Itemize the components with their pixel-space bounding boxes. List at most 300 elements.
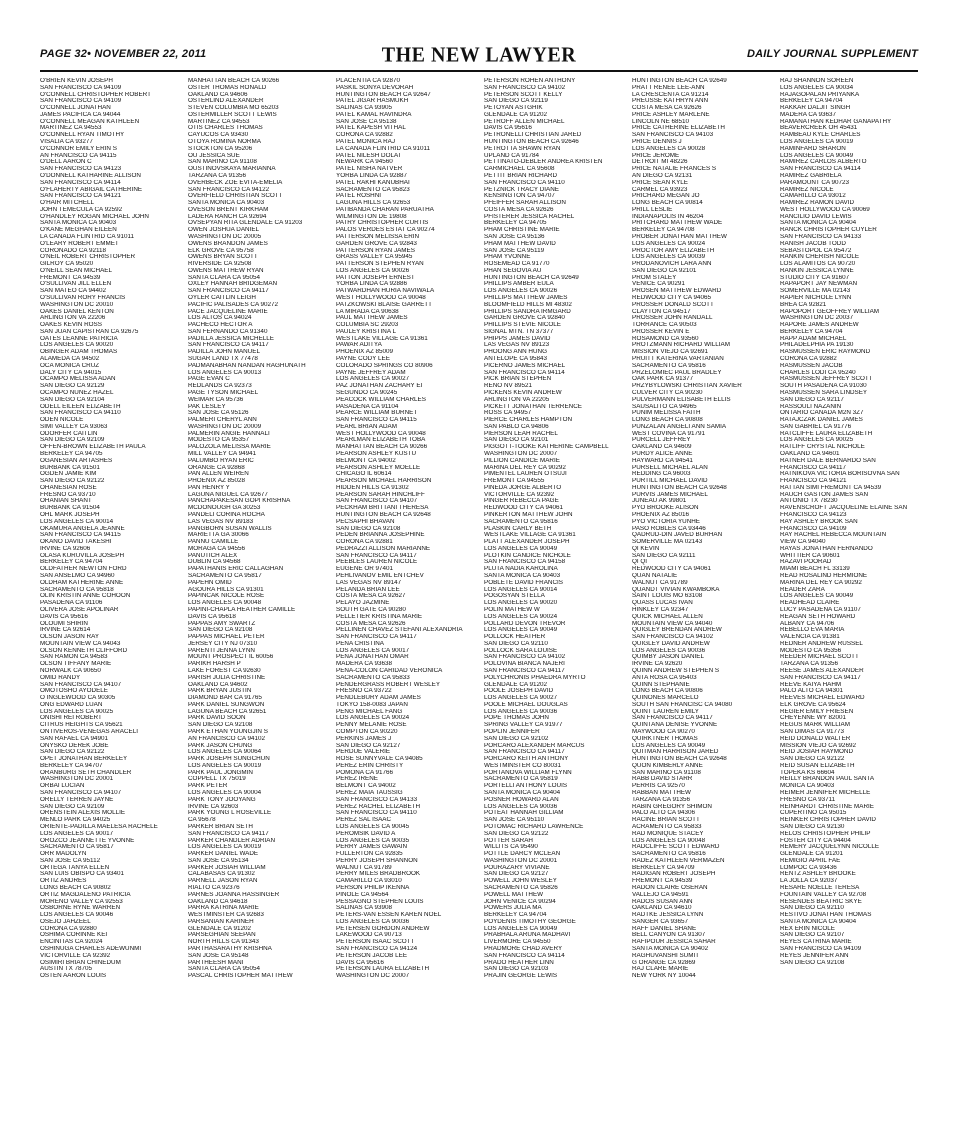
attorney-entry xyxy=(336,207,476,221)
entry-name: RAMIREZ CARLOS ALBERTO xyxy=(780,159,867,166)
entry-address: HUNTINGTON BEACH CA 92648 xyxy=(336,512,431,518)
entry-address: SACRAMENTO CA 95816 xyxy=(632,362,706,369)
entry-name: PHOONG ANN HUNG xyxy=(484,349,547,356)
entry-address: GLENDALE CA 91202 xyxy=(188,925,252,932)
entry-address: LA JOLLA CA 92037 xyxy=(780,878,838,885)
attorney-entry xyxy=(780,471,920,485)
attorney-entry xyxy=(188,295,328,309)
attorney-entry xyxy=(484,729,624,743)
entry-name: PFISTERER JESSICA RACHEL xyxy=(484,213,575,220)
entry-name: OYLER CAITLIN LEIGH xyxy=(188,295,256,301)
attorney-entry xyxy=(632,153,772,167)
attorney-entry xyxy=(40,634,180,648)
attorney-entry xyxy=(40,675,180,689)
attorney-entry xyxy=(632,695,772,709)
supplement-label: DAILY JOURNAL SUPPLEMENT xyxy=(746,48,918,60)
entry-name: PICKETT JONATHAN TERRENCE xyxy=(484,403,582,410)
attorney-entry xyxy=(484,838,624,852)
entry-address: BERKELEY CA 94704 xyxy=(40,559,103,566)
attorney-entry xyxy=(188,810,328,824)
entry-name: POTTER SARAH xyxy=(484,837,533,844)
attorney-entry xyxy=(188,634,328,648)
entry-address: CAYUCOS CA 93430 xyxy=(188,132,249,139)
entry-address: RENO NV 89521 xyxy=(484,383,532,390)
attorney-entry xyxy=(336,315,476,329)
attorney-entry xyxy=(40,119,180,133)
entry-name: REMIGIO APRIL FAE xyxy=(780,857,841,864)
attorney-entry xyxy=(484,648,624,662)
attorney-entry xyxy=(40,688,180,702)
entry-address: MADERA CA 93637 xyxy=(780,111,837,118)
entry-name: O'SULLIVAN RORY FRANCIS xyxy=(40,295,126,301)
entry-address: IRVINE CA 92620 xyxy=(632,661,683,668)
entry-name: PACHECO HECTOR A xyxy=(188,322,253,329)
entry-name: ORTIZ ANDRES xyxy=(40,878,87,885)
entry-name: PARKER BRIAN SETH xyxy=(188,823,253,830)
entry-address: SUGAR LAND TX 77478 xyxy=(188,356,258,363)
attorney-entry xyxy=(188,98,328,112)
entry-address: FRANCISCO CA 94109 xyxy=(780,525,847,532)
entry-address: LOS ANGELES CA 90036 xyxy=(336,918,410,925)
entry-name: PIGGOTT-TOOKE KATHERINE CAMPBELL xyxy=(484,444,609,451)
attorney-entry xyxy=(632,234,772,248)
entry-address: NEWARK CA 94560 xyxy=(336,159,393,166)
attorney-entry xyxy=(336,641,476,655)
entry-address: LOS ANGELES CA 90049 xyxy=(484,627,558,634)
entry-name: PATEL MONICA RAJ xyxy=(336,139,396,146)
attorney-entry xyxy=(40,336,180,350)
entry-address: SAN FRANCISCO CA 94158 xyxy=(484,559,566,566)
attorney-entry xyxy=(780,119,920,133)
entry-address: SAN JUAN CAPISTRAN CA 92675 xyxy=(40,328,139,335)
entry-address: TARZANA CA 91356 xyxy=(188,172,246,179)
entry-name: PETOYAN ASTGHIK xyxy=(484,105,543,112)
attorney-entry xyxy=(632,207,772,221)
entry-address: BREA CA 92821 xyxy=(780,301,827,308)
entry-address: STOCKTON CA 95206 xyxy=(188,145,253,152)
entry-name: QUAN NATALIE xyxy=(632,573,678,580)
entry-address: SAN JOSE CA 95126 xyxy=(188,410,249,417)
entry-name: MANHATTAN BEACH CA 90266 xyxy=(188,78,280,84)
attorney-entry xyxy=(632,315,772,329)
attorney-entry xyxy=(780,254,920,268)
entry-name: PRICE JEROME xyxy=(632,152,680,159)
attorney-entry xyxy=(780,817,920,831)
attorney-entry xyxy=(40,512,180,526)
entry-name: PIERCE CHARLES HAMPTON xyxy=(484,417,573,424)
entry-address: LOS ANGELES CA 90026 xyxy=(336,267,410,274)
attorney-entry xyxy=(40,322,180,336)
attorney-entry xyxy=(632,763,772,777)
attorney-entry xyxy=(40,946,180,960)
entry-name: PFEIFFER SARAH ALLISON xyxy=(484,200,566,207)
entry-name: PRITCHARD MATTHEW WADE xyxy=(632,220,723,227)
attorney-entry xyxy=(780,146,920,160)
attorney-entry xyxy=(188,390,328,404)
attorney-entry xyxy=(40,78,180,92)
attorney-entry xyxy=(40,905,180,919)
attorney-entry xyxy=(336,668,476,682)
entry-address: VALENCIA CA 91381 xyxy=(780,634,840,641)
entry-name: PECSAPHI BHAVAN xyxy=(336,518,395,525)
entry-address: FREMONT CA 94539 xyxy=(40,274,101,281)
attorney-entry xyxy=(484,349,624,363)
entry-address: SAN GABRIEL CA 91776 xyxy=(780,423,852,430)
entry-name: OHL MARK JOSEPH xyxy=(40,512,100,518)
attorney-entry xyxy=(336,451,476,465)
entry-name: REX ERIN NICOLE xyxy=(780,925,835,932)
attorney-entry xyxy=(336,193,476,207)
entry-address: IRVINE CA 92606 xyxy=(40,545,91,552)
attorney-entry xyxy=(632,125,772,139)
entry-address: SAN DIEGO CA 92101 xyxy=(632,267,697,274)
entry-address: LOS ANGELES CA 90045 xyxy=(336,823,410,830)
entry-name: PARK TONY JOOYANG xyxy=(188,796,256,803)
entry-address: ANTONIO TX 78230 xyxy=(780,498,838,505)
entry-name: POBLETE DAVID FRANCIS xyxy=(484,579,563,586)
entry-name: QUINN STEPHANIE xyxy=(632,681,690,688)
entry-address: MISSION VIEJO CA 92691 xyxy=(632,349,708,356)
entry-address: WASHINGTON DC 20005 xyxy=(188,233,262,240)
entry-address: BERKELEY CA 94707 xyxy=(40,762,103,769)
entry-name: RANCILIO DAVID LEWIS xyxy=(780,213,852,220)
attorney-entry xyxy=(336,356,476,370)
attorney-entry xyxy=(632,519,772,533)
entry-name: RAMBEAU KYLE CHARLES xyxy=(780,132,861,139)
entry-name: PEROMSIK DAVID A xyxy=(336,830,396,837)
entry-address: BERKELEY CA 94704 xyxy=(484,912,547,919)
entry-name: POTEAT HANNAH GILLIAM xyxy=(484,810,564,817)
attorney-entry xyxy=(484,498,624,512)
entry-name: PROTZMANN RICHARD WILLIAM xyxy=(632,342,730,349)
entry-name: PARNELL JASON RYAN xyxy=(188,878,258,885)
attorney-entry xyxy=(336,654,476,668)
attorney-entry xyxy=(188,553,328,567)
entry-name: RADTKE JESSICA LYNN xyxy=(632,912,704,919)
entry-name: PEDRAZZI ALLISON MARIANNE xyxy=(336,545,431,552)
entry-address: LADERA RANCH CA 92694 xyxy=(188,213,267,220)
entry-address: SAN FRANCISCO CA 94114 xyxy=(484,952,565,959)
entry-address: LIVERMORE CA 94550 xyxy=(484,939,551,946)
entry-name: POOLE JOSEPH DAVID xyxy=(484,688,554,695)
attorney-entry xyxy=(336,302,476,316)
attorney-entry xyxy=(780,519,920,533)
entry-address: FREMONT CA 94555 xyxy=(484,478,545,485)
attorney-entry xyxy=(780,831,920,845)
entry-name: PAZ JONATHAN ZACHARY EI xyxy=(336,383,423,390)
entry-name: OVSEPYAN RITA GLENDALE CA 91203 xyxy=(188,220,303,227)
entry-name: REBELLO EVA MARIA xyxy=(780,627,845,634)
entry-name: PEARSON SARAH HINCHLIFF xyxy=(336,491,425,498)
attorney-entry xyxy=(188,404,328,418)
attorney-entry xyxy=(780,587,920,601)
entry-address: CLAYTON CA 94517 xyxy=(632,308,691,315)
entry-name: RADIGAN ROBERT JOSEPH xyxy=(632,871,716,878)
entry-name: QUIRKTNER THOMAS xyxy=(632,735,698,742)
attorney-entry xyxy=(780,322,920,336)
entry-address: SEGUNDO CA 90245 xyxy=(336,389,398,396)
entry-address: LONG BEACH CA 90806 xyxy=(632,688,703,695)
entry-name: PHILLIPS AMBER EULA xyxy=(484,281,554,288)
attorney-entry xyxy=(780,492,920,506)
entry-address: SAN FRANCISCO CA 94114 xyxy=(780,166,861,173)
entry-address: FRESNO CA 93711 xyxy=(780,796,836,803)
entry-name: PINKERTON MATTHEW JOHN xyxy=(484,512,573,518)
entry-address: LOS ANGELES CA 90017 xyxy=(336,647,410,654)
entry-address: SAN DIEGO CA 92108 xyxy=(188,722,253,729)
attorney-entry xyxy=(780,268,920,282)
entry-name: PRUITT KATERINA VARTANIAN xyxy=(632,356,724,363)
entry-address: SAUSALITO CA 94965 xyxy=(632,403,697,410)
entry-address: LONG BEACH CA 90808 xyxy=(632,417,703,424)
attorney-entry xyxy=(188,336,328,350)
attorney-entry xyxy=(632,437,772,451)
attorney-entry xyxy=(484,200,624,214)
entry-address: LOS ANGELES CA 90026 xyxy=(484,288,558,295)
entry-name: RAYAS JONATHAN FERNANDO xyxy=(780,545,873,552)
entry-address: SAN FRANCISCO CA 94117 xyxy=(336,634,417,641)
entry-name: PURVIS JAMES MICHAEL xyxy=(632,491,708,498)
entry-address: MODESTO CA 95357 xyxy=(188,437,250,444)
entry-address: LOS ANGELES CA 90048 xyxy=(632,837,706,844)
entry-address: BURBANK CA 91501 xyxy=(40,464,100,471)
attorney-entry xyxy=(188,688,328,702)
entry-name: ORENSTEIN ALEXIS MOLLIE xyxy=(40,810,126,817)
attorney-entry xyxy=(188,458,328,472)
entry-name: RASMUSSEN ERIC RAYMOND xyxy=(780,349,871,356)
entry-name: RASMUSSEN JACOB xyxy=(780,362,843,369)
attorney-entry xyxy=(40,404,180,418)
entry-name: PRICHARD MEGAN JO xyxy=(632,193,700,200)
entry-address: SACRAMENTO CA 95817 xyxy=(188,573,262,580)
attorney-entry xyxy=(632,912,772,926)
attorney-entry xyxy=(484,932,624,946)
attorney-entry xyxy=(336,261,476,275)
entry-address: CORONADO CA 92118 xyxy=(40,247,107,254)
entry-address: SAN JOSE CA 95148 xyxy=(188,952,249,959)
entry-name: QI QI xyxy=(632,559,648,566)
entry-address: OAKLAND CA 94606 xyxy=(188,91,248,98)
entry-address: LOS ANGELES CA 90027 xyxy=(336,376,410,383)
entry-name: OSTERMILLER SCOTT LEWIS xyxy=(188,111,277,118)
entry-address: COMPTON CA 90220 xyxy=(336,729,398,735)
entry-name: PEREZ RACHEL ELIZABETH xyxy=(336,803,421,810)
entry-name: PAWAR ADITYA xyxy=(336,342,382,349)
entry-name: PEARSON ASHLEY MOELLE xyxy=(336,464,421,471)
entry-name: PARK ETHAN YOUNGJIN S xyxy=(188,729,268,735)
attorney-entry xyxy=(780,573,920,587)
entry-address: ROSAMOND CA 93560 xyxy=(632,335,699,342)
entry-address: SAN FRANCISCO CA 94110 xyxy=(40,410,121,417)
attorney-entry xyxy=(40,892,180,906)
attorney-entry xyxy=(484,715,624,729)
entry-name: OVERFIELD CHRISTIAN SCOTT xyxy=(188,193,283,200)
attorney-entry xyxy=(780,295,920,309)
entry-address: SAN RAMON CA 94583 xyxy=(40,654,108,661)
attorney-entry xyxy=(484,390,624,404)
entry-address: LAS VEGAS NV 89147 xyxy=(336,579,402,586)
entry-name: PILLION CANDICE MARIE xyxy=(484,457,560,464)
attorney-entry xyxy=(780,200,920,214)
entry-address: MODESTO CA 95356 xyxy=(780,647,842,654)
attorney-entry xyxy=(188,431,328,445)
attorney-entry xyxy=(484,336,624,350)
attorney-entry xyxy=(40,417,180,431)
attorney-entry xyxy=(188,417,328,431)
entry-name: O'CONNELL CHRISTOPHER ROBERT xyxy=(40,91,151,98)
attorney-entry xyxy=(336,492,476,506)
entry-name: PALMERIN ANGIE HANNALI xyxy=(188,430,270,437)
entry-name: PROBER JONATHAN MATTHEW xyxy=(632,233,727,240)
entry-name: REEVE KAIYA HAHM xyxy=(780,681,842,688)
attorney-entry xyxy=(780,885,920,899)
listing-column-6 xyxy=(780,78,920,1118)
attorney-entry xyxy=(188,322,328,336)
entry-name: RASMUSSEN SARA LINDSEY xyxy=(780,389,868,396)
entry-name: RAJ CLARE MARIE xyxy=(632,966,689,973)
entry-name: PASKIL SONYA DEVORAH xyxy=(336,84,414,91)
entry-name: HUNTINGTON BEACH CA 92649 xyxy=(632,78,727,84)
entry-name: QUANDT VIVIAN KWAMBOKA xyxy=(632,586,720,593)
attorney-entry xyxy=(484,770,624,784)
attorney-entry xyxy=(484,634,624,648)
attorney-entry xyxy=(188,566,328,580)
attorney-entry xyxy=(632,817,772,831)
entry-address: SAN FRANCISCO CA 94109 xyxy=(40,84,122,91)
entry-address: SAN DIEGO CA 92122 xyxy=(40,478,105,485)
entry-address: SAN FRANCISCO CA 94109 xyxy=(780,946,862,952)
entry-address: SACRAMENTO CA 95816 xyxy=(632,851,706,858)
entry-name: PARK YOUNG L ROSEVILLE xyxy=(188,810,272,817)
entry-address: VICTORVILLE CA 92392 xyxy=(40,952,111,959)
attorney-entry xyxy=(40,444,180,458)
entry-address: ORANGE CA 92868 xyxy=(188,464,245,471)
entry-name: POTOMAC RICHARD LAWRENCE xyxy=(484,823,584,830)
entry-address: LA MIRADA CA 90638 xyxy=(336,308,399,315)
attorney-entry xyxy=(484,92,624,106)
entry-name: QUINT LAUREN EMILY xyxy=(632,708,699,715)
entry-name: PETERSON SCOTT KELLY xyxy=(484,91,563,98)
attorney-entry xyxy=(780,776,920,790)
entry-address: KENSINGTON CA 94707 xyxy=(484,193,555,200)
entry-name: PADILLA JOHN MANUEL xyxy=(188,349,260,356)
entry-address: PACIFIC PALISADES CA 90272 xyxy=(188,301,279,308)
entry-address: LAGUNA HILLS CA 92653 xyxy=(336,200,411,207)
entry-address: SANTA MONICA CA 90404 xyxy=(780,220,857,227)
attorney-entry xyxy=(632,275,772,289)
entry-address: SACRAMENTO CA 95819 xyxy=(484,776,558,783)
entry-name: PAGE EVAN C xyxy=(188,376,230,383)
entry-name: PETERSON JACOB LEE xyxy=(336,952,408,959)
entry-address: HUNTINGTON BEACH CA 92646 xyxy=(484,139,579,146)
entry-name: RANKIN CHERISH NICOLE xyxy=(780,254,860,261)
entry-address: SAN FRANCISCO CA 94102 xyxy=(632,634,714,641)
attorney-entry xyxy=(632,899,772,913)
attorney-entry xyxy=(632,180,772,194)
entry-address: PASO ROBLES CA 93446 xyxy=(632,525,706,532)
entry-name: PARRA KATRINA MARIE xyxy=(188,905,259,912)
attorney-entry xyxy=(632,749,772,763)
attorney-entry xyxy=(188,919,328,933)
attorney-entry xyxy=(632,559,772,573)
attorney-entry xyxy=(336,573,476,587)
entry-name: PARK JASON CHUNG xyxy=(188,742,253,749)
entry-name: OMOTOSHO AYODELE xyxy=(40,688,108,695)
entry-name: PARK DANIEL SUNGWON xyxy=(188,701,265,708)
attorney-entry xyxy=(632,112,772,126)
entry-name: PRADO HEATHER LINN xyxy=(484,959,554,966)
entry-address: DAVIS CA 95616 xyxy=(484,125,532,132)
entry-name: OTOYA ROMINA NORMA xyxy=(188,139,261,146)
entry-address: SAINT LOUIS MO 63108 xyxy=(632,593,703,600)
entry-name: PRZYBYLOWSKI CHRISTIAN XAVIER xyxy=(632,383,742,390)
entry-address: COSTA MESA CA 92627 xyxy=(336,593,406,600)
attorney-entry xyxy=(336,722,476,736)
entry-address: DAVIS CA 95616 xyxy=(40,613,88,620)
attorney-entry xyxy=(632,532,772,546)
attorney-entry xyxy=(336,885,476,899)
attorney-entry xyxy=(188,363,328,377)
entry-name: READHEAD CLAIRE xyxy=(780,600,840,607)
attorney-entry xyxy=(484,173,624,187)
attorney-entry xyxy=(188,498,328,512)
attorney-entry xyxy=(336,98,476,112)
entry-name: REGIER EMILY FRIESEN xyxy=(780,708,854,715)
entry-name: PERDUE VALERIE xyxy=(336,749,391,756)
entry-address: SAN FRANCISCO CA 94124 xyxy=(336,946,418,952)
entry-address: PALO ALTO CA 94306 xyxy=(632,810,696,817)
entry-name: REESE JAMES ALEXANDER xyxy=(780,667,864,674)
entry-name: POWERS JULIA MA xyxy=(484,905,542,912)
entry-address: ANTELOPE CA 95843 xyxy=(484,356,548,363)
entry-name: OLIVERA JOSE APOLINAR xyxy=(40,606,119,613)
entry-name: POLLARD DEVON TREVOR xyxy=(484,620,566,627)
entry-name: ORBAI LUCIAN xyxy=(40,783,85,790)
attorney-entry xyxy=(336,397,476,411)
entry-address: OAKLAND CA 94602 xyxy=(188,681,248,688)
entry-address: SACRAMENTO CA 95818 xyxy=(40,586,114,593)
attorney-entry xyxy=(336,329,476,343)
entry-address: SAN FRANCISCO CA 94117 xyxy=(188,342,269,349)
listing-column-2 xyxy=(188,78,328,1118)
entry-address: IRVINE CA 92614 xyxy=(40,627,91,634)
entry-address: SAN DIEGO CA 92101 xyxy=(484,437,549,444)
entry-name: PARSEGHIAN SEEPAN xyxy=(188,932,256,939)
attorney-entry xyxy=(40,349,180,363)
attorney-entry xyxy=(188,207,328,221)
entry-address: OAKLAND CA 94618 xyxy=(188,898,248,905)
attorney-entry xyxy=(484,119,624,133)
attorney-entry xyxy=(484,702,624,716)
attorney-entry xyxy=(40,539,180,553)
entry-address: BERKELEY CA 94705 xyxy=(40,450,103,457)
entry-name: QUIMBY JASON DANIEL xyxy=(632,654,704,661)
entry-address: BEAVERCREEK OH 45431 xyxy=(780,125,858,132)
entry-name: OSTER THOMAS RONALD xyxy=(188,84,267,91)
attorney-entry xyxy=(40,960,180,974)
attorney-entry xyxy=(40,132,180,146)
entry-name: O'CONNELL JONATHAN xyxy=(40,105,111,112)
entry-address: DALY CITY CA 94015 xyxy=(40,369,102,376)
attorney-entry xyxy=(188,661,328,675)
entry-name: PELANDA BRIAN LEE xyxy=(336,586,400,593)
attorney-entry xyxy=(40,566,180,580)
entry-name: ODELL EILEEN ELIZABETH xyxy=(40,403,121,410)
attorney-entry xyxy=(632,505,772,519)
attorney-entry xyxy=(484,621,624,635)
attorney-entry xyxy=(780,790,920,804)
entry-name: OSHIMA CORINNE KEI xyxy=(40,932,108,939)
